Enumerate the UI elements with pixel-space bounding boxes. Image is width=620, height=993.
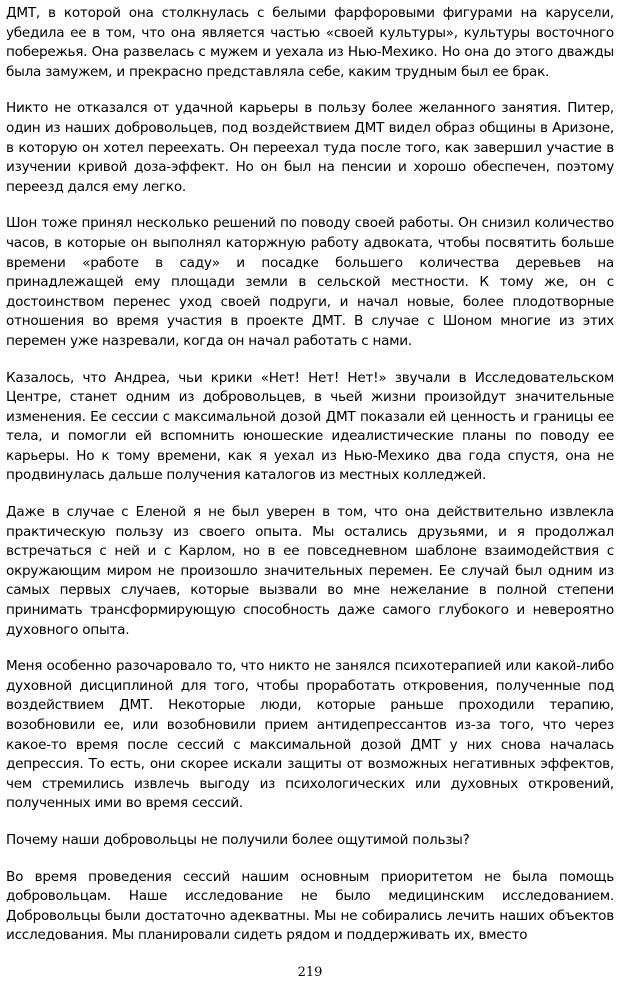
paragraph-4: Казалось, что Андреа, чьи крики «Нет! Нет! Нет!» звучали в Исследовательском Центре, станет одним из добровольцев, в чьей жизни произойдут значительные изменения. Ее сессии с максимальной дозой ДМТ показали ей ценность и границы ее тела, и помогли ей вспомнить юношеские идеалистические планы по поводу ее карьеры. Но к тому времени, как я уехал из Нью-Мехико два года спустя, она не продвинулась дальше получения каталогов из местных колледжей. xyxy=(6,369,614,484)
paragraph-1: ДМТ, в которой она столкнулась с белыми фарфоровыми фигурами на карусели, убедила ее в том, что она является частью «своей культуры», культуры восточного побережья. Она развелась с мужем и уехала из Нью-Мехико. Но она до этого дважды была замужем, и прекрасно представляла себе, каким трудным был ее брак. xyxy=(6,5,614,80)
paragraph-2: Никто не отказался от удачной карьеры в пользу более желанного занятия. Питер, один из наших добровольцев, под воздействием ДМТ видел образ общины в Аризоне, в которую он хотел переехать. Он переехал туда после того, как завершил участие в изучении кривой доза-эффект. Но он был на пенсии и хорошо обеспечен, поэтому переезд дался ему легко. xyxy=(6,100,614,195)
paragraph-5: Даже в случае с Еленой я не был уверен в том, что она действительно извлекла практическую пользу из своего опыта. Мы остались друзьями, и я продолжал встречаться с ней и с Карлом, но в ее повседневном шаблоне взаимодействия с окружающим миром не произошло значительных перемен. Ее случай был одним из самых первых случаев, которые вызвали во мне нежелание в полной степени принимать трансформирующую способность даже самого глубокого и невероятно духовного опыта. xyxy=(6,504,614,638)
paragraph-7: Почему наши добровольцы не получили более ощутимой пользы? xyxy=(6,831,470,848)
page-number: 219 xyxy=(297,965,323,980)
paragraph-6: Меня особенно разочаровало то, что никто не занялся психотерапией или какой-либо духовной дисциплиной для того, чтобы проработать откровения, полученные под воздействием ДМТ. Некоторые люди, которые раньше проходили терапию, возобновили ее, или возобновили прием антидепрессантов из-за того, что через какое-то время после сессий с максимальной дозой ДМТ у них снова началась депрессия. То есть, они скорее искали защиты от возможных негативных эффектов, чем стремились извлечь выгоду из психологических или духовных откровений, полученных ими во время сессий. xyxy=(6,658,614,812)
paragraph-3: Шон тоже принял несколько решений по поводу своей работы. Он снизил количество часов, в которые он выполнял каторжную работу адвоката, чтобы посвятить больше времени «работе в саду» и посадке большего количества деревьев на принадлежащей ему площади земли в сельской местности. К тому же, он с достоинством перенес уход своей подруги, и начал новые, более плодотворные отношения во время участия в проекте ДМТ. В случае с Шоном многие из этих перемен уже назревали, когда он начал работать с нами. xyxy=(6,215,614,349)
paragraph-8: Во время проведения сессий нашим основным приоритетом не была помощь добровольцам. Наше исследование не было медицинским исследованием. Добровольцы были достаточно адекватны. Мы не собирались лечить наших объектов исследования. Мы планировали сидеть рядом и поддерживать их, вместо xyxy=(6,868,614,944)
